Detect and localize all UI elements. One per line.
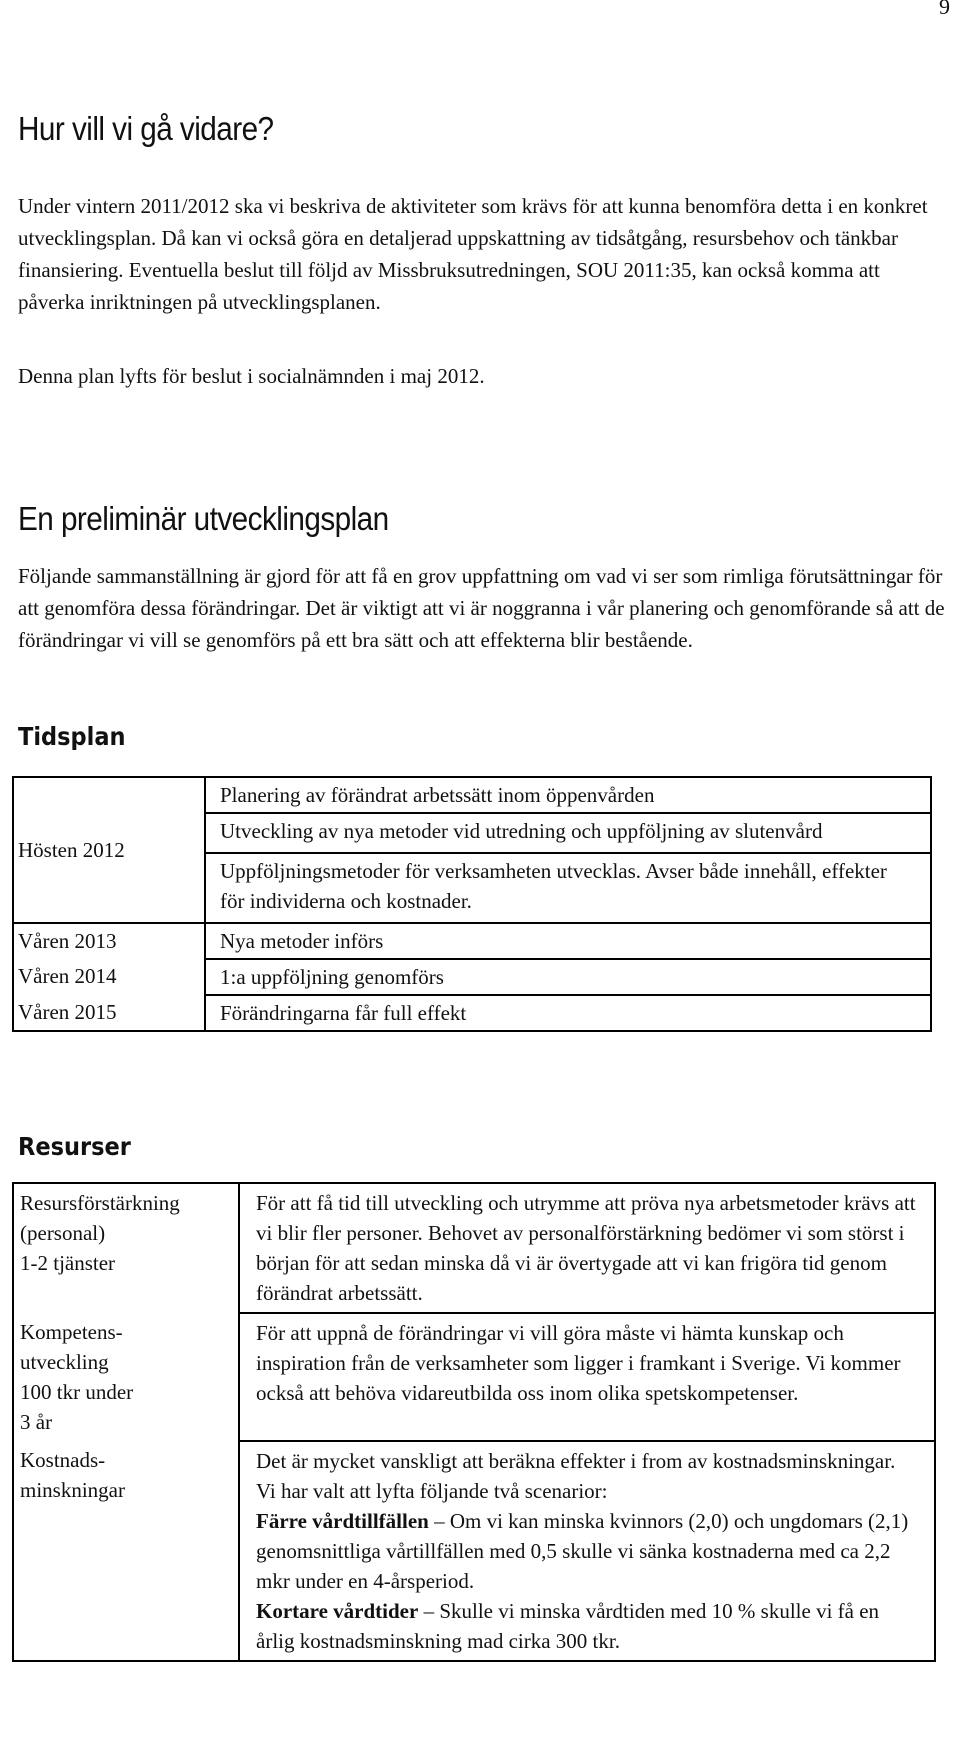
table-row	[13, 959, 931, 995]
label-line: 1-2 tjänster	[20, 1251, 116, 1275]
page-number: 9	[939, 0, 950, 19]
scenario-text: – Om vi kan minska kvinnors (2,0) och ungdomars (2,1) genomsnittliga vårtillfällen med 0,5 skulle vi sänka kostnaderna med ca 2,2 mkr under en 4-årsperiod.	[256, 1509, 909, 1593]
paragraph-winter-plan: Under vintern 2011/2012 ska vi beskriva de aktiviteter som krävs för att kunna benomföra detta i en konkret utvecklingsplan. Då kan vi också göra en detaljerad uppskattning av tidsåtgång, resursbehov och tänkbar finansiering. Eventuella beslut till följd av Missbruksutredningen, SOU 2011:35, kan också komma att påverka inriktningen på utvecklingsplanen.	[18, 194, 928, 314]
label-line: 3 år	[20, 1410, 53, 1434]
period-label: Hösten 2012	[18, 838, 125, 862]
resource-description: För att uppnå de förändringar vi vill göra måste vi hämta kunskap och inspiration från de verksamheter som ligger i framkant i Sverige. Vi kommer också att behöva vidareutbilda oss inom olika spetskompetenser.	[239, 1313, 935, 1441]
table-row	[13, 1441, 935, 1661]
activity-cell: Planering av förändrat arbetssätt inom öppenvården	[205, 777, 931, 813]
activity-cell: 1:a uppföljning genomförs	[205, 959, 931, 995]
table-row	[13, 995, 931, 1031]
table-row	[13, 923, 931, 959]
scenario-title: Färre vårdtillfällen	[256, 1509, 429, 1533]
period-cell: Våren 2013	[13, 923, 205, 959]
activity-cell: Uppföljningsmetoder för verksamheten utvecklas. Avser både innehåll, effekter för individerna och kostnader.	[205, 853, 931, 923]
resource-label-cell	[13, 1441, 239, 1661]
heading-resurser: Resurser	[18, 1132, 131, 1161]
label-line: 100 tkr under	[20, 1380, 134, 1404]
resource-label-cell	[13, 1313, 239, 1441]
label-line: (personal)	[20, 1221, 106, 1245]
scenario-title: Kortare vårdtider	[256, 1599, 419, 1623]
label-line: Resursförstärkning	[20, 1191, 180, 1215]
label-line: utveckling	[20, 1350, 109, 1374]
resources-table	[12, 1182, 936, 1662]
label-line: minskningar	[20, 1478, 125, 1502]
scenario-text: – Skulle vi minska vårdtiden med 10 % skulle vi få en årlig kostnadsminskning mad cirka 300 tkr.	[256, 1599, 880, 1653]
period-cell: Våren 2015	[13, 995, 205, 1031]
table-row	[13, 777, 931, 813]
period-cell	[13, 777, 205, 923]
period-cell: Våren 2014	[13, 959, 205, 995]
cost-intro: Det är mycket vanskligt att beräkna effekter i from av kostnadsminskningar. Vi har valt att lyfta följande två scenarior:	[256, 1449, 896, 1503]
label-line: Kompetens-	[20, 1320, 123, 1344]
paragraph-decision: Denna plan lyfts för beslut i socialnämnden i maj 2012.	[18, 364, 485, 388]
heading-tidsplan: Tidsplan	[18, 722, 126, 751]
resource-description	[239, 1441, 935, 1661]
label-line: Kostnads-	[20, 1448, 106, 1472]
timeline-table	[12, 776, 932, 1032]
table-row	[13, 1183, 935, 1313]
heading-preliminary-plan: En preliminär utvecklingsplan	[18, 500, 389, 537]
activity-cell: Utveckling av nya metoder vid utredning och uppföljning av slutenvård	[205, 813, 931, 853]
activity-cell: Nya metoder införs	[205, 923, 931, 959]
resource-label-cell	[13, 1183, 239, 1313]
activity-cell: Förändringarna får full effekt	[205, 995, 931, 1031]
table-row	[13, 1313, 935, 1441]
paragraph-summary: Följande sammanställning är gjord för att få en grov uppfattning om vad vi ser som rimliga förutsättningar för att genomföra dessa förändringar. Det är viktigt att vi är noggranna i vår planering och genomförande så att de förändringar vi vill se genomförs på ett bra sätt och att effekterna blir bestående.	[18, 564, 945, 652]
resource-description: För att få tid till utveckling och utrymme att pröva nya arbetsmetoder krävs att vi blir fler personer. Behovet av personalförstärkning bedömer vi som störst i början för att sedan minska då vi är övertygade att vi kan frigöra tid genom förändrat arbetssätt.	[239, 1183, 935, 1313]
heading-how-proceed: Hur vill vi gå vidare?	[18, 110, 274, 147]
